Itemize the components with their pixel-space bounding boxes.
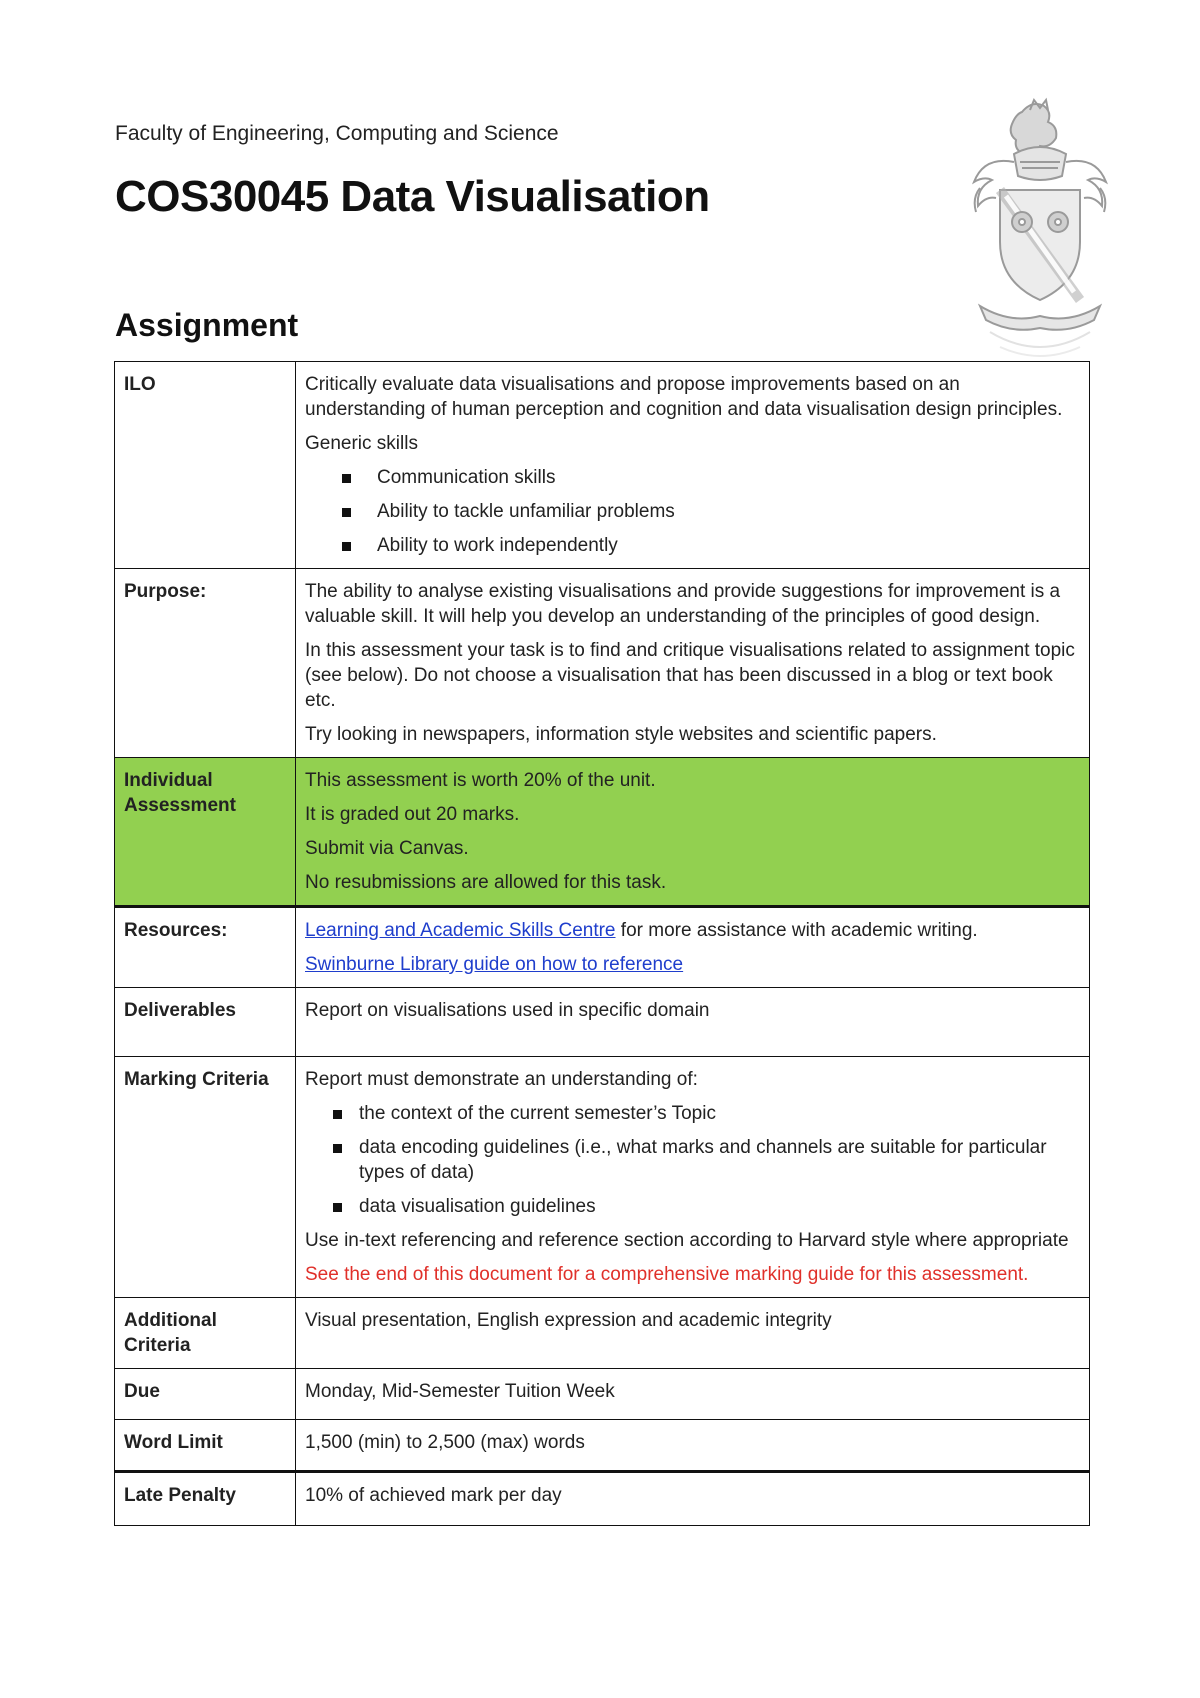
individual-assessment-row: [115, 758, 1090, 907]
ilo-text: Critically evaluate data visualisations and propose improvements based on an understanding of human perception and cognition and data visualisation design principles.: [305, 374, 1063, 420]
individual-assessment-label: Individual Assessment: [115, 758, 296, 907]
section-title: Assignment: [115, 307, 299, 343]
resources-line: [305, 918, 1080, 943]
marking-criteria-row: [115, 1057, 1090, 1298]
marking-criteria-content: [296, 1057, 1090, 1298]
page-title: COS30045 Data Visualisation: [115, 172, 710, 221]
generic-skills-title: Generic skills: [305, 433, 418, 454]
faculty-heading: Faculty of Engineering, Computing and Science: [115, 122, 559, 145]
late-penalty-text: 10% of achieved mark per day: [296, 1472, 1090, 1526]
additional-criteria-text: Visual presentation, English expression and academic integrity: [296, 1298, 1090, 1369]
ilo-content: [296, 362, 1090, 569]
assignment-details-table: [114, 361, 1090, 1526]
list-item: the context of the current semester’s Topic: [305, 1101, 1080, 1126]
list-item: Ability to work independently: [305, 533, 1080, 558]
resources-suffix: for more assistance with academic writing.: [615, 920, 978, 941]
late-penalty-row: [115, 1472, 1090, 1526]
library-reference-link[interactable]: Swinburne Library guide on how to reference: [305, 954, 684, 975]
resources-content: [296, 907, 1090, 988]
purpose-paragraph: In this assessment your task is to find and critique visualisations related to assignment topic (see below). Do not choose a visualisation that has been discussed in a blog or text book etc.: [305, 640, 1075, 711]
assessment-line: Submit via Canvas.: [305, 838, 469, 859]
late-penalty-label: Late Penalty: [115, 1472, 296, 1526]
referencing-note: Use in-text referencing and reference section according to Harvard style where appropriate: [305, 1230, 1069, 1251]
list-item: Communication skills: [305, 465, 1080, 490]
list-item: Ability to tackle unfamiliar problems: [305, 499, 1080, 524]
marking-intro: Report must demonstrate an understanding of:: [305, 1069, 698, 1090]
purpose-label: Purpose:: [115, 569, 296, 758]
assessment-line: It is graded out 20 marks.: [305, 804, 520, 825]
university-crest-icon: [960, 92, 1120, 362]
purpose-paragraph: The ability to analyse existing visualisations and provide suggestions for improvement is a valuable skill. It will help you develop an understanding of the principles of good design.: [305, 581, 1061, 627]
deliverables-row: [115, 988, 1090, 1057]
individual-assessment-content: [296, 758, 1090, 907]
additional-criteria-label: Additional Criteria: [115, 1298, 296, 1369]
ilo-row: [115, 362, 1090, 569]
word-limit-text: 1,500 (min) to 2,500 (max) words: [296, 1420, 1090, 1472]
deliverables-text: Report on visualisations used in specific domain: [296, 988, 1090, 1057]
list-item: data visualisation guidelines: [305, 1194, 1080, 1219]
assessment-line: This assessment is worth 20% of the unit.: [305, 770, 656, 791]
marking-criteria-label: Marking Criteria: [115, 1057, 296, 1298]
resources-row: [115, 907, 1090, 988]
purpose-content: [296, 569, 1090, 758]
due-text: Monday, Mid-Semester Tuition Week: [296, 1369, 1090, 1420]
deliverables-label: Deliverables: [115, 988, 296, 1057]
resources-line: [305, 952, 1080, 977]
due-label: Due: [115, 1369, 296, 1420]
word-limit-label: Word Limit: [115, 1420, 296, 1472]
resources-label: Resources:: [115, 907, 296, 988]
word-limit-row: [115, 1420, 1090, 1472]
marking-criteria-list: [305, 1101, 1080, 1219]
purpose-row: [115, 569, 1090, 758]
ilo-label: ILO: [115, 362, 296, 569]
assessment-line: No resubmissions are allowed for this task.: [305, 872, 667, 893]
purpose-paragraph: Try looking in newspapers, information style websites and scientific papers.: [305, 724, 937, 745]
learning-skills-link[interactable]: Learning and Academic Skills Centre: [305, 920, 616, 941]
generic-skills-list: [305, 465, 1080, 558]
additional-criteria-row: [115, 1298, 1090, 1369]
due-row: [115, 1369, 1090, 1420]
marking-guide-note: See the end of this document for a comprehensive marking guide for this assessment.: [305, 1264, 1029, 1285]
list-item: data encoding guidelines (i.e., what marks and channels are suitable for particular types of data): [305, 1135, 1080, 1185]
